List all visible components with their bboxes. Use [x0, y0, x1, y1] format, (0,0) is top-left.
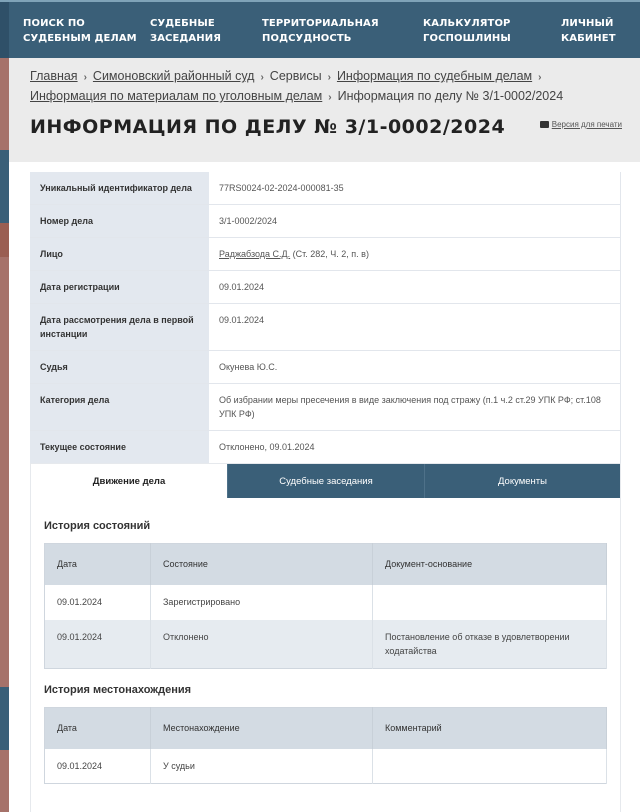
print-label: Версия для печати: [551, 120, 622, 129]
column-header: Комментарий: [373, 708, 607, 749]
cell-document: [373, 585, 607, 620]
nav-item-hearings[interactable]: [150, 16, 221, 46]
case-info-table: [30, 172, 621, 464]
status-history-title: История состояний: [44, 520, 151, 532]
nav-label: ЛИЧНЫЙ: [561, 18, 614, 29]
breadcrumb-home[interactable]: Главная: [30, 69, 78, 83]
field-value: 09.01.2024: [209, 304, 621, 351]
nav-label: ЗАСЕДАНИЯ: [150, 33, 221, 44]
column-header: Документ-основание: [373, 544, 607, 585]
table-row: [30, 351, 621, 384]
cell-status: Отклонено: [151, 620, 373, 669]
field-value: [209, 238, 621, 271]
person-link[interactable]: Раджабзода С.Д.: [219, 249, 291, 259]
field-label: Категория дела: [30, 384, 209, 431]
breadcrumb: [30, 67, 630, 107]
column-header: Дата: [45, 708, 151, 749]
status-history-table: [44, 543, 607, 669]
nav-item-personal-account[interactable]: [561, 16, 616, 46]
table-row: [30, 238, 621, 271]
case-tabs-panel: [30, 463, 621, 812]
field-label: Дата рассмотрения дела в первой инстанции: [30, 304, 209, 351]
nav-label: ГОСПОШЛИНЫ: [423, 33, 511, 44]
cell-document: Постановление об отказе в удовлетворении ходатайства: [373, 620, 607, 669]
table-row: [45, 749, 607, 784]
nav-label: СУДЕБНЫЕ: [150, 18, 215, 29]
nav-left-edge: [0, 2, 9, 58]
table-row: [30, 431, 621, 464]
tab-bar: [31, 464, 620, 498]
person-article: (Ст. 282, Ч. 2, п. в): [290, 249, 369, 259]
chevron-right-icon: ›: [328, 92, 332, 103]
chevron-right-icon: ›: [327, 72, 331, 83]
nav-label: ТЕРРИТОРИАЛЬНАЯ: [262, 18, 379, 29]
column-header: Дата: [45, 544, 151, 585]
page-title: ИНФОРМАЦИЯ ПО ДЕЛУ № 3/1-0002/2024: [30, 116, 506, 138]
table-row: [30, 304, 621, 351]
nav-label: КАБИНЕТ: [561, 33, 616, 44]
location-history-table: [44, 707, 607, 784]
field-value: 3/1-0002/2024: [209, 205, 621, 238]
tab-case-movement[interactable]: Движение дела: [31, 464, 227, 498]
page-header: [9, 58, 640, 162]
nav-item-jurisdiction[interactable]: [262, 16, 379, 46]
field-value: 77RS0024-02-2024-000081-35: [209, 172, 621, 205]
field-label: Дата регистрации: [30, 271, 209, 304]
nav-item-fee-calculator[interactable]: [423, 16, 511, 46]
table-header-row: [45, 544, 607, 585]
cell-date: 09.01.2024: [45, 620, 151, 669]
field-label: Судья: [30, 351, 209, 384]
field-label: Лицо: [30, 238, 209, 271]
cell-date: 09.01.2024: [45, 585, 151, 620]
table-header-row: [45, 708, 607, 749]
nav-label: ПОДСУДНОСТЬ: [262, 33, 352, 44]
table-row: [30, 172, 621, 205]
nav-label: КАЛЬКУЛЯТОР: [423, 18, 511, 29]
cell-location: У судьи: [151, 749, 373, 784]
table-row: [45, 585, 607, 620]
tab-documents[interactable]: Документы: [424, 464, 620, 498]
breadcrumb-case-info[interactable]: Информация по судебным делам: [336, 69, 533, 83]
table-row: [30, 205, 621, 238]
cell-date: 09.01.2024: [45, 749, 151, 784]
nav-label: ПОИСК ПО: [23, 18, 85, 29]
chevron-right-icon: ›: [260, 72, 264, 83]
field-value: Об избрании меры пресечения в виде заключения под стражу (п.1 ч.2 ст.29 УПК РФ; ст.108 УПК РФ): [209, 384, 621, 431]
chevron-right-icon: ›: [83, 72, 87, 83]
top-navigation: [0, 0, 640, 58]
column-header: Состояние: [151, 544, 373, 585]
field-label: Текущее состояние: [30, 431, 209, 464]
table-row: [30, 271, 621, 304]
field-value: Отклонено, 09.01.2024: [209, 431, 621, 464]
cell-comment: [373, 749, 607, 784]
breadcrumb-criminal-materials[interactable]: Информация по материалам по уголовным делам: [30, 89, 323, 103]
table-row: [45, 620, 607, 669]
field-value: Окунева Ю.С.: [209, 351, 621, 384]
print-version-link[interactable]: [540, 120, 622, 129]
breadcrumb-current: Информация по делу № 3/1-0002/2024: [337, 89, 564, 103]
field-value: 09.01.2024: [209, 271, 621, 304]
nav-item-case-search[interactable]: [23, 16, 137, 46]
field-label: Номер дела: [30, 205, 209, 238]
chevron-right-icon: ›: [538, 72, 542, 83]
field-label: Уникальный идентификатор дела: [30, 172, 209, 205]
breadcrumb-court[interactable]: Симоновский районный суд: [92, 69, 255, 83]
location-history-title: История местонахождения: [44, 684, 192, 696]
nav-label: СУДЕБНЫМ ДЕЛАМ: [23, 33, 137, 44]
printer-icon: [540, 121, 549, 128]
breadcrumb-services: Сервисы: [269, 69, 322, 83]
tab-hearings[interactable]: Судебные заседания: [227, 464, 424, 498]
cell-status: Зарегистрировано: [151, 585, 373, 620]
column-header: Местонахождение: [151, 708, 373, 749]
left-edge-strip: [0, 0, 9, 812]
table-row: [30, 384, 621, 431]
